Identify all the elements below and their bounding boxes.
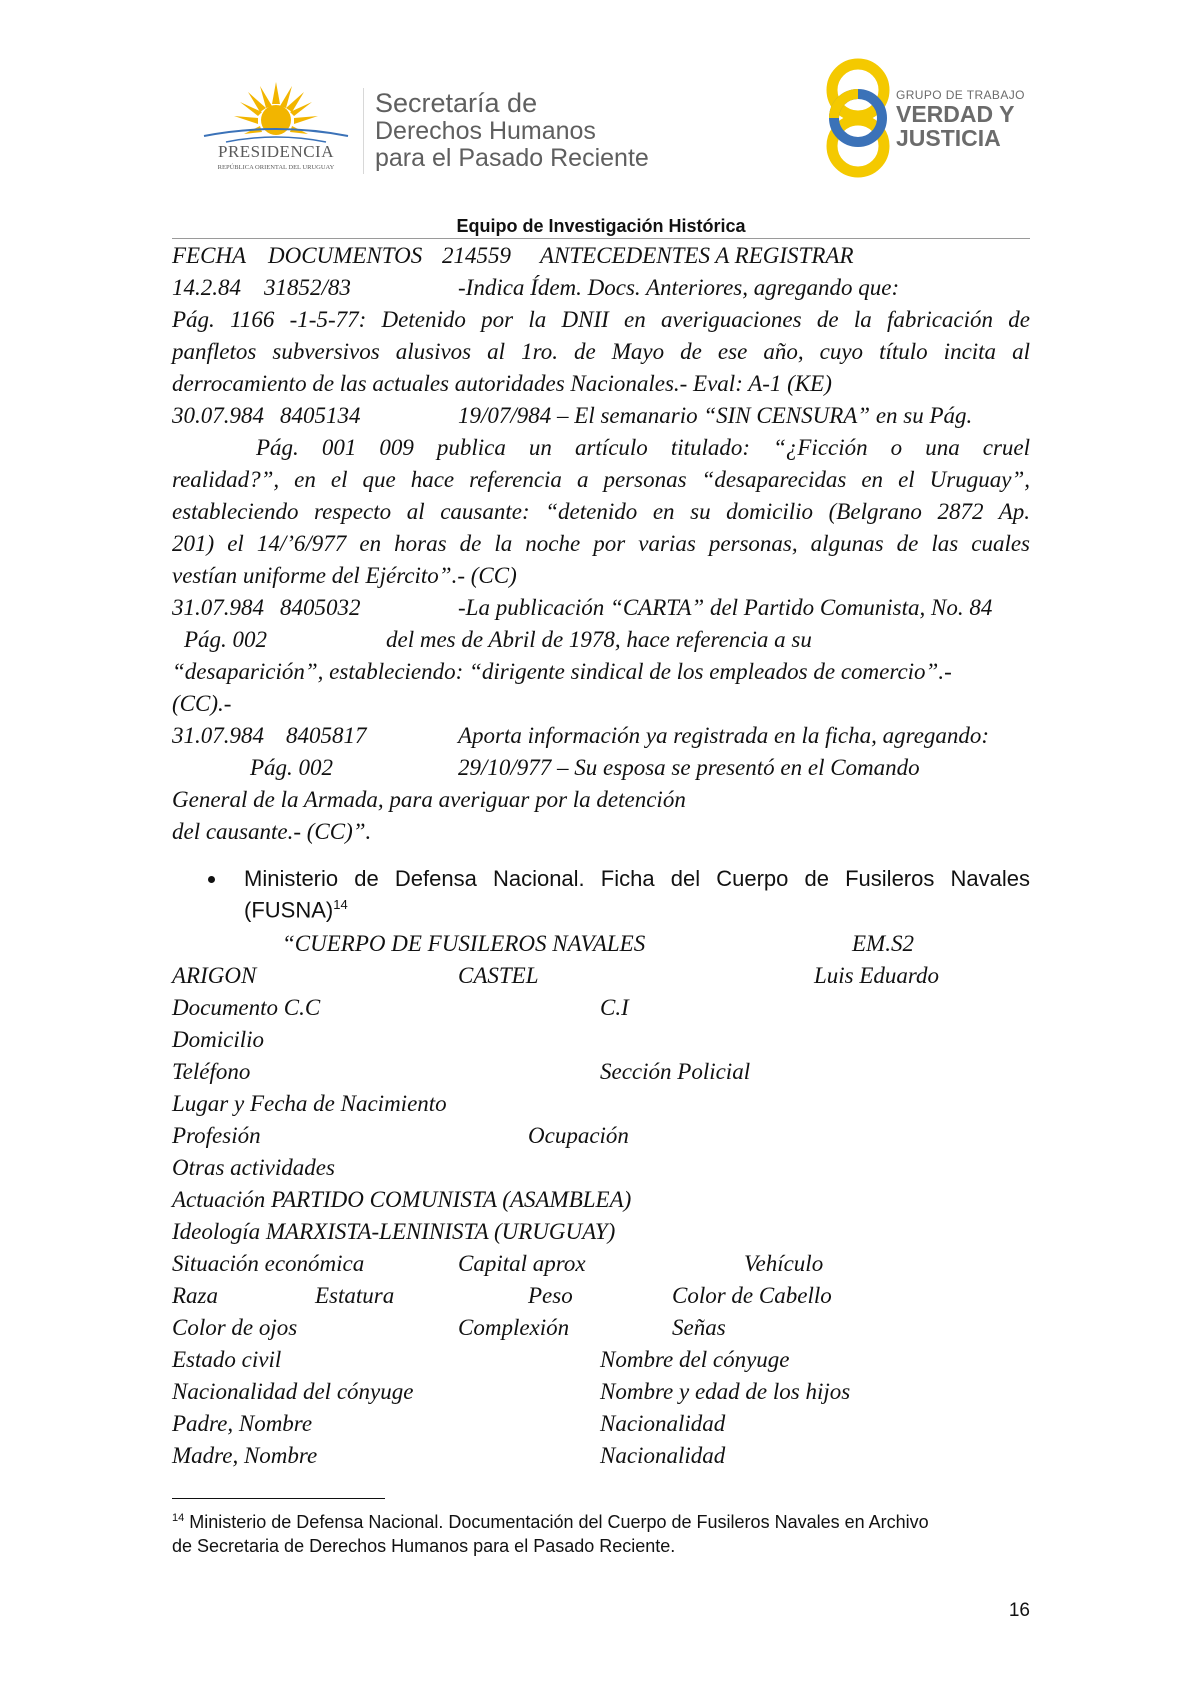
entry-3-line-2	[172, 624, 1030, 656]
nombres: Luis Eduardo	[814, 963, 940, 988]
senas-label: Señas	[672, 1315, 726, 1340]
ficha2-profesion-row	[172, 1120, 1030, 1152]
secretaria-logo	[375, 88, 649, 172]
profesion-label: Profesión	[172, 1123, 261, 1148]
secretaria-line-2: Derechos Humanos	[375, 117, 596, 145]
entry-text: -La publicación “CARTA” del Partido Comunista, No. 84	[458, 595, 993, 620]
entry-doc: 31852/83	[264, 275, 351, 300]
entry-2-line-6: vestían uniforme del Ejército”.- (CC)	[172, 563, 517, 588]
entry-date: 31.07.984	[172, 595, 264, 620]
bullet-text-2	[244, 892, 348, 923]
ficha2-situacion-row	[172, 1248, 1030, 1280]
entry-3-line-4: (CC).-	[172, 691, 232, 716]
footnote-ref: 14	[333, 897, 348, 912]
raza-label: Raza	[172, 1283, 218, 1308]
entry-text: Aporta información ya registrada en la ficha, agregando:	[458, 723, 990, 748]
entry-2-line-5: 201) el 14/’6/977 en horas de la noche por varias personas, algunas de las cuales	[172, 531, 1030, 556]
presidencia-text: PRESIDENCIA	[217, 142, 334, 161]
header-rule	[172, 238, 1030, 239]
documento-label: Documento C.C	[172, 995, 321, 1020]
entry-1-line-2: Pág. 1166 -1-5-77: Detenido por la DNII en averiguaciones de la fabricación de	[172, 307, 1030, 332]
ficha2-name-row	[172, 960, 1030, 992]
padre-nac-label: Nacionalidad	[600, 1411, 726, 1436]
secretaria-line-3: para el Pasado Reciente	[375, 144, 649, 172]
entry-text: -Indica Ídem. Docs. Anteriores, agregando que:	[458, 275, 900, 300]
entry-3-header	[172, 592, 1030, 624]
situacion-label: Situación económica	[172, 1251, 365, 1276]
ci-label: C.I	[600, 995, 629, 1020]
ficha2-madre-row	[172, 1440, 1030, 1472]
estado-label: Estado civil	[172, 1347, 282, 1372]
ficha2-otras-row	[172, 1152, 1030, 1184]
peso-label: Peso	[528, 1283, 573, 1308]
entry-date: 14.2.84	[172, 275, 241, 300]
verdad-justicia-logo	[820, 56, 1030, 180]
entry-1-header	[172, 272, 1030, 304]
ficha2-telefono-row	[172, 1056, 1030, 1088]
seccion-label: Sección Policial	[600, 1059, 751, 1084]
entry-2-header	[172, 400, 1030, 432]
madre-label: Madre, Nombre	[172, 1443, 318, 1468]
ficha2-estado-row	[172, 1344, 1030, 1376]
heading-documentos: DOCUMENTOS	[268, 243, 423, 268]
conyuge-label: Nombre del cónyuge	[600, 1347, 790, 1372]
footnote-rule	[172, 1498, 385, 1499]
entry-4-header	[172, 720, 1030, 752]
entry-text: 29/10/977 – Su esposa se presentó en el Comando	[458, 755, 920, 780]
hijos-label: Nombre y edad de los hijos	[600, 1379, 851, 1404]
entry-date: 31.07.984	[172, 723, 264, 748]
entry-doc: 8405817	[286, 723, 367, 748]
entry-1-line-3: panfletos subversivos alusivos al 1ro. de Mayo de ese año, cuyo título incita al	[172, 339, 1030, 364]
ficha2-lugar-row	[172, 1088, 1030, 1120]
presidencia-logo	[196, 78, 356, 174]
estatura-label: Estatura	[315, 1283, 395, 1308]
entry-2-line-3: realidad?”, en el que hace referencia a personas “desaparecidas en el Uruguay”,	[172, 467, 1030, 492]
vehiculo-label: Vehículo	[744, 1251, 824, 1276]
entry-date: 30.07.984	[172, 403, 264, 428]
nac-conyuge-label: Nacionalidad del cónyuge	[172, 1379, 414, 1404]
ficha2-actuacion-row	[172, 1184, 1030, 1216]
ficha2-raza-row	[172, 1280, 1030, 1312]
entry-doc: 8405134	[280, 403, 361, 428]
capital-label: Capital aprox	[458, 1251, 586, 1276]
ficha2-title-row	[172, 928, 1030, 960]
page-number: 16	[1008, 1600, 1030, 1621]
ficha2-ojos-row	[172, 1312, 1030, 1344]
grupo-line-2: VERDAD Y	[896, 101, 1015, 127]
ficha-heading	[172, 240, 1030, 272]
bullet-text: Ministerio de Defensa Nacional. Ficha del Cuerpo de Fusileros Navales	[244, 866, 1030, 891]
ficha2-code: EM.S2	[852, 931, 914, 956]
telefono-label: Teléfono	[172, 1059, 251, 1084]
ocupacion-label: Ocupación	[528, 1123, 629, 1148]
ficha2-padre-row	[172, 1408, 1030, 1440]
ficha2-ideologia-row	[172, 1216, 1030, 1248]
ficha2-domicilio-row	[172, 1024, 1030, 1056]
grupo-line-1: GRUPO DE TRABAJO	[896, 88, 1025, 102]
ficha2-title: “CUERPO DE FUSILEROS NAVALES	[282, 931, 646, 956]
apellido-2: CASTEL	[458, 963, 539, 988]
actuacion-label: Actuación PARTIDO COMUNISTA (ASAMBLEA)	[172, 1187, 632, 1212]
ficha2-nacionalidad-row	[172, 1376, 1030, 1408]
entry-2-line-2: Pág. 001 009 publica un artículo titulado: “¿Ficción o una cruel	[256, 435, 1030, 460]
ideologia-label: Ideología MARXISTA-LENINISTA (URUGUAY)	[172, 1219, 616, 1244]
entry-1-line-4: derrocamiento de las actuales autoridades Nacionales.- Eval: A-1 (KE)	[172, 371, 832, 396]
entry-doc: 8405032	[280, 595, 361, 620]
entry-pag: Pág. 002	[184, 627, 268, 652]
ficha2-documento-row	[172, 992, 1030, 1024]
footnote-text-2: de Secretaria de Derechos Humanos para el Pasado Reciente.	[172, 1536, 676, 1556]
bullet-dot	[208, 876, 215, 883]
footnote	[172, 1506, 1030, 1558]
footnote-line-1	[172, 1506, 1030, 1534]
entry-4-line-3: General de la Armada, para averiguar por la detención	[172, 787, 686, 812]
madre-nac-label: Nacionalidad	[600, 1443, 726, 1468]
rings-icon	[820, 56, 896, 180]
team-title: Equipo de Investigación Histórica	[456, 216, 746, 236]
cabello-label: Color de Cabello	[672, 1283, 832, 1308]
logo-divider	[363, 88, 364, 174]
otras-label: Otras actividades	[172, 1155, 335, 1180]
entry-4-line-2	[172, 752, 1030, 784]
apellido-1: ARIGON	[172, 963, 257, 988]
entry-text: 19/07/984 – El semanario “SIN CENSURA” en su Pág.	[458, 403, 973, 428]
footnote-number: 14	[172, 1512, 185, 1524]
presidencia-subtext: REPÚBLICA ORIENTAL DEL URUGUAY	[217, 164, 335, 171]
entry-text: del mes de Abril de 1978, hace referencia a su	[386, 627, 812, 652]
complexion-label: Complexión	[458, 1315, 570, 1340]
lugar-label: Lugar y Fecha de Nacimiento	[172, 1091, 447, 1116]
domicilio-label: Domicilio	[172, 1027, 264, 1052]
heading-antecedentes: ANTECEDENTES A REGISTRAR	[540, 243, 854, 268]
heading-fecha: FECHA	[172, 243, 247, 268]
bullet-text-fusna: (FUSNA)	[244, 897, 334, 923]
entry-2-line-4: estableciendo respecto al causante: “detenido en su domicilio (Belgrano 2872 Ap.	[172, 499, 1030, 524]
entry-pag: Pág. 002	[250, 755, 334, 780]
padre-label: Padre, Nombre	[172, 1411, 313, 1436]
entry-3-line-3: “desaparición”, estableciendo: “dirigente sindical de los empleados de comercio”.-	[172, 659, 952, 684]
sun-icon	[196, 78, 356, 148]
entry-4-line-4: del causante.- (CC)”.	[172, 819, 372, 844]
grupo-line-3: JUSTICIA	[896, 125, 1001, 151]
secretaria-line-1: Secretaría de	[375, 88, 538, 118]
heading-number: 214559	[442, 243, 511, 268]
footnote-text-1: Ministerio de Defensa Nacional. Documentación del Cuerpo de Fusileros Navales en Archivo	[189, 1512, 929, 1532]
ojos-label: Color de ojos	[172, 1315, 298, 1340]
